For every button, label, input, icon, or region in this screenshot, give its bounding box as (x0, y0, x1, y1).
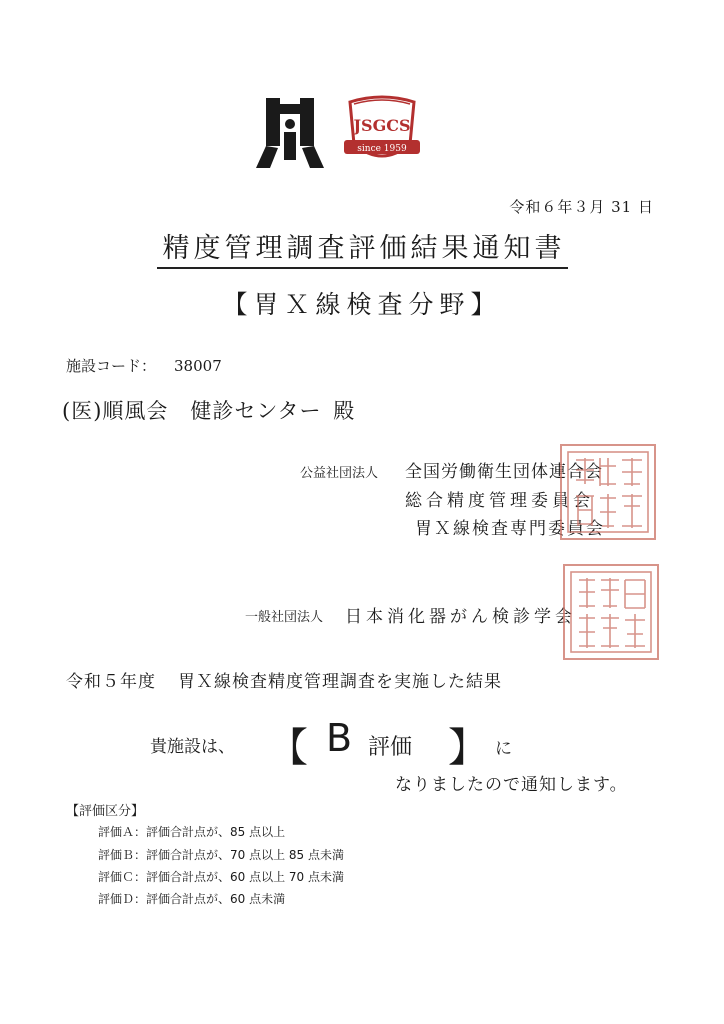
issue-date: 令和６年３月 31 日 (509, 198, 654, 216)
grade-bracket-close: 】 (448, 725, 488, 771)
criteria-item: 評価Ａ：評価合計点が、85 点以上 (98, 825, 286, 839)
issuer1-subcommittee: 胃Ｘ線検査専門委員会 (415, 519, 605, 539)
organization-logo (256, 98, 324, 168)
seal-2-graphic (565, 566, 657, 658)
svg-text:since 1959: since 1959 (357, 144, 407, 154)
criteria-item: 評価Ｄ：評価合計点が、60 点未満 (98, 892, 286, 906)
official-seal-2 (563, 564, 659, 660)
society-logo (344, 97, 420, 156)
criteria-item: 評価Ｂ：評価合計点が、70 点以上 85 点未満 (98, 848, 344, 862)
official-seal-1 (560, 444, 656, 540)
issuer1-committee: 総合精度管理委員会 (405, 491, 594, 511)
result-ending: なりましたので通知します。 (395, 775, 628, 795)
recipient-suffix: 殿 (333, 399, 356, 423)
document-title: 精度管理調査評価結果通知書 (157, 226, 568, 269)
criteria-title: 【評価区分】 (66, 804, 145, 819)
issuer1-name: 全国労働衛生団体連合会 (405, 462, 603, 482)
document-title-wrapper (0, 226, 724, 269)
facility-code-label: 施設コード： (66, 357, 157, 375)
result-particle: に (495, 739, 512, 759)
grade-bracket-open: 【 (268, 725, 308, 771)
result-year: 令和５年度 (66, 672, 156, 692)
recipient-name: (医)順風会 健診センター (62, 399, 322, 423)
issuer1-type: 公益社団法人 (300, 466, 379, 481)
grade-letter: B (326, 716, 353, 760)
result-intro-text: 胃Ｘ線検査精度管理調査を実施した結果 (178, 672, 502, 692)
issuer2-name: 日本消化器がん検診学会 (345, 607, 576, 627)
result-intro (66, 667, 502, 692)
facility-code-value: 38007 (174, 357, 222, 375)
result-lead: 貴施設は、 (150, 737, 235, 757)
facility-code (66, 355, 240, 376)
recipient (62, 395, 355, 425)
seal-1-graphic (562, 446, 654, 538)
svg-text:JSGCS: JSGCS (353, 116, 411, 135)
logo-pair (250, 88, 440, 180)
document-subtitle: 【胃Ｘ線検査分野】 (222, 290, 502, 319)
criteria-item: 評価Ｃ：評価合計点が、60 点以上 70 点未満 (98, 870, 344, 884)
header-logos (250, 88, 440, 180)
issuer2-type: 一般社団法人 (245, 610, 324, 625)
grade-label: 評価 (368, 735, 413, 760)
